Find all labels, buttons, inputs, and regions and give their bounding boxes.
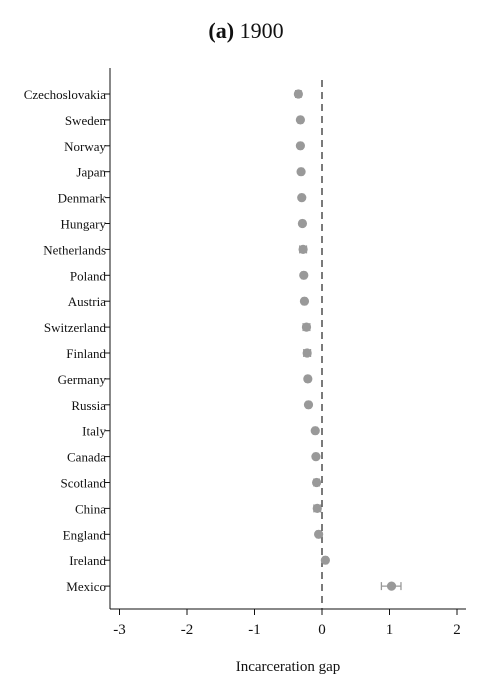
y-tick-label: Czechoslovakia xyxy=(23,87,106,102)
data-point xyxy=(303,348,312,357)
chart-title-label: (a) xyxy=(208,18,235,43)
x-axis-label: Incarceration gap xyxy=(235,659,341,675)
y-tick-label: Sweden xyxy=(64,112,106,128)
y-tick-label: Finland xyxy=(66,346,106,361)
data-point xyxy=(296,115,305,124)
data-point xyxy=(387,582,396,591)
data-point xyxy=(312,478,321,487)
y-tick-labels xyxy=(24,87,107,594)
x-tick-label: -1 xyxy=(248,622,261,638)
y-tick-label: Ireland xyxy=(69,553,106,569)
data-point xyxy=(298,219,307,228)
data-point xyxy=(303,374,312,383)
y-tick-label: Denmark xyxy=(57,190,106,206)
data-point xyxy=(297,193,306,202)
y-tick-label: Switzerland xyxy=(43,320,106,336)
y-tick-label: Austria xyxy=(67,294,106,310)
y-tick-label: Canada xyxy=(67,449,106,465)
y-tick-label: Scotland xyxy=(60,475,106,491)
y-tick-label: Germany xyxy=(57,371,106,387)
y-tick-label: China xyxy=(74,501,106,517)
data-point xyxy=(299,245,308,254)
x-tick-label: -3 xyxy=(113,622,126,638)
data-marks xyxy=(294,89,401,590)
x-tick-label: -2 xyxy=(180,622,194,638)
y-tick-label: Norway xyxy=(64,138,106,154)
data-point xyxy=(313,504,322,513)
data-point xyxy=(302,323,311,332)
chart-title-year: 1900 xyxy=(239,18,284,43)
x-tick-label: 0 xyxy=(318,622,326,638)
data-point xyxy=(321,556,330,565)
y-tick-label: Hungary xyxy=(60,216,106,232)
y-tick-label: Poland xyxy=(69,268,106,284)
x-tick-label: 1 xyxy=(385,622,394,638)
data-point xyxy=(311,452,320,461)
data-point xyxy=(294,89,303,98)
x-tick-labels xyxy=(113,622,461,638)
data-point xyxy=(300,297,309,306)
data-point xyxy=(299,271,308,280)
y-tick-label: Italy xyxy=(82,423,106,439)
data-point xyxy=(314,530,323,539)
y-tick-label: Russia xyxy=(71,397,106,413)
data-point xyxy=(296,141,305,150)
y-tick-label: Mexico xyxy=(66,579,106,595)
data-point xyxy=(304,400,313,409)
data-point xyxy=(296,167,305,176)
x-tick-label: 2 xyxy=(453,622,461,638)
y-tick-label: Netherlands xyxy=(43,242,106,258)
y-tick-label: Japan xyxy=(76,164,106,180)
y-tick-label: England xyxy=(62,527,106,543)
axes xyxy=(105,68,466,615)
data-point xyxy=(311,426,320,435)
